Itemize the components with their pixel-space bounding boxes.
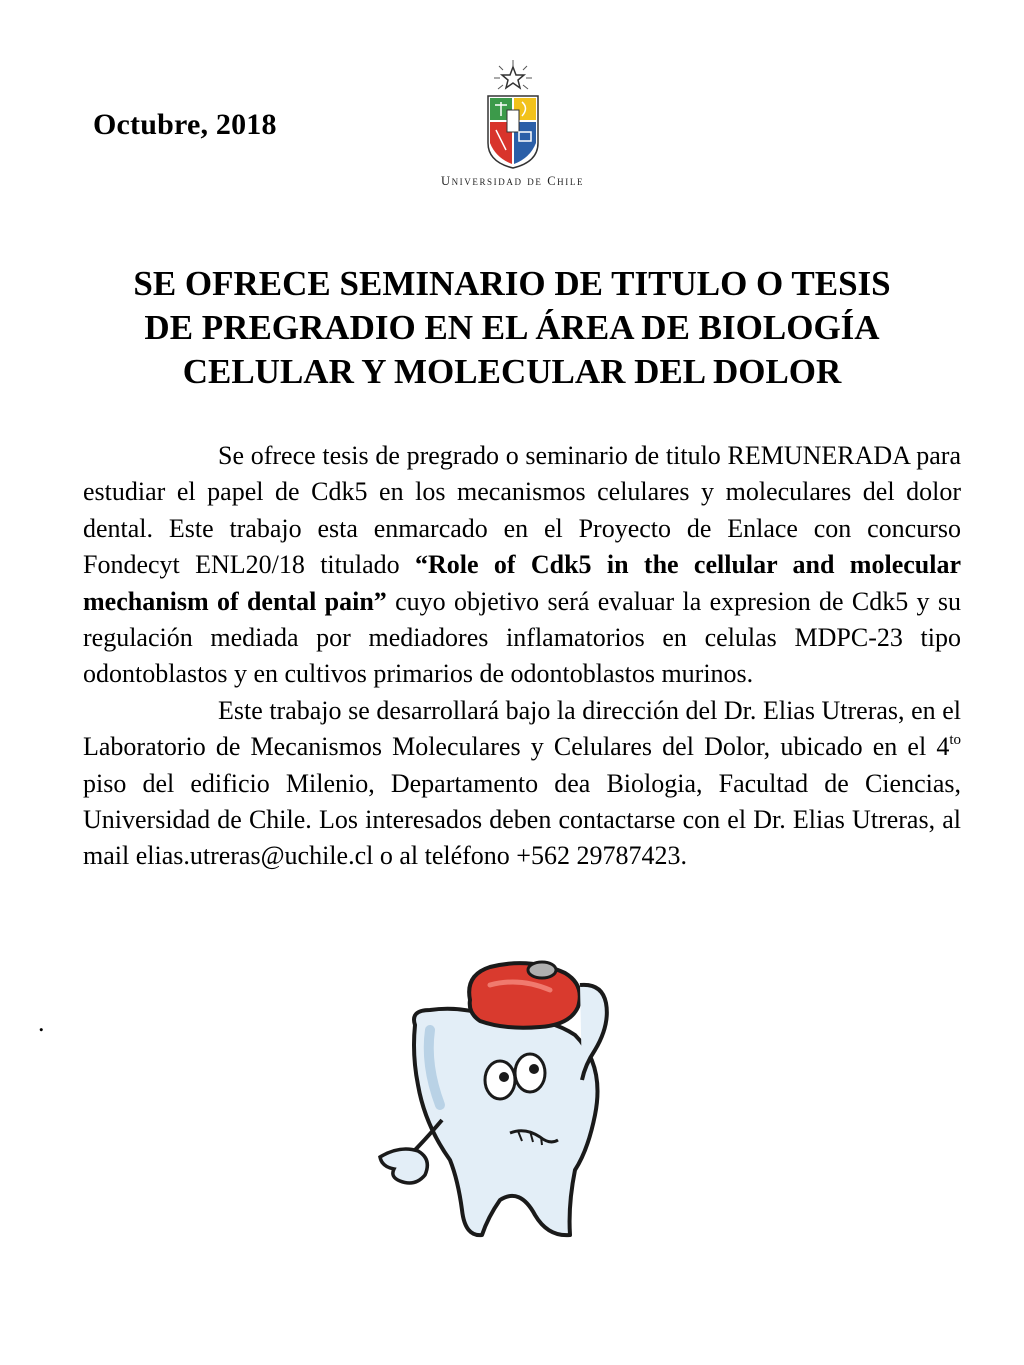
paragraph-objective: cuyo objetivo será evaluar la expresion de Cdk5 y su regulación mediada por mediadores inflamatorios en celulas MDPC-23 tipo odontoblastos y en cultivos primarios de odontoblastos murinos.: [83, 586, 961, 689]
ordinal-superscript: to: [949, 732, 961, 749]
university-shield-icon: [482, 58, 544, 170]
document-date: Octubre, 2018: [93, 108, 277, 141]
title-line: DE PREGRADIO EN EL ÁREA DE BIOLOGÍA: [144, 308, 880, 347]
footer-dot: .: [38, 1008, 45, 1037]
title-line: SE OFRECE SEMINARIO DE TITULO O TESIS: [133, 264, 891, 303]
paragraph-description: [83, 438, 961, 693]
icepack-icon: [469, 963, 580, 1028]
paragraph-location: Este trabajo se desarrollará bajo la dirección del Dr. Elias Utreras, en el Laboratorio de Mecanismos Moleculares y Celulares del Dolor, ubicado en el 4: [83, 695, 961, 762]
paragraph-contact-info: piso del edificio Milenio, Departamento dea Biologia, Facultad de Ciencias, Universidad de Chile. Los interesados deben contactarse con el Dr. Elias Utreras, al mail elias.utreras@uchile.cl o al teléfono +562 29787423.: [83, 768, 961, 871]
paragraph-contact: [83, 693, 961, 875]
university-logo: [430, 58, 595, 193]
title-line: CELULAR Y MOLECULAR DEL DOLOR: [182, 352, 842, 391]
tooth-icepack-illustration: [370, 955, 650, 1240]
body-text: [83, 438, 961, 875]
paragraph-intro: Se ofrece tesis de pregrado o seminario de titulo REMUNERADA para estudiar el papel de Cdk5 en los mecanismos celulares y moleculares del dolor dental. Este trabajo esta enmarcado en el Proyecto de Enlace con concurso Fondecyt ENL20/18 titulado: [83, 441, 961, 580]
university-name: Universidad de Chile: [440, 174, 585, 188]
page-title: [70, 262, 954, 394]
project-title: “Role of Cdk5 in the cellular and molecular mechanism of dental pain”: [83, 550, 961, 616]
